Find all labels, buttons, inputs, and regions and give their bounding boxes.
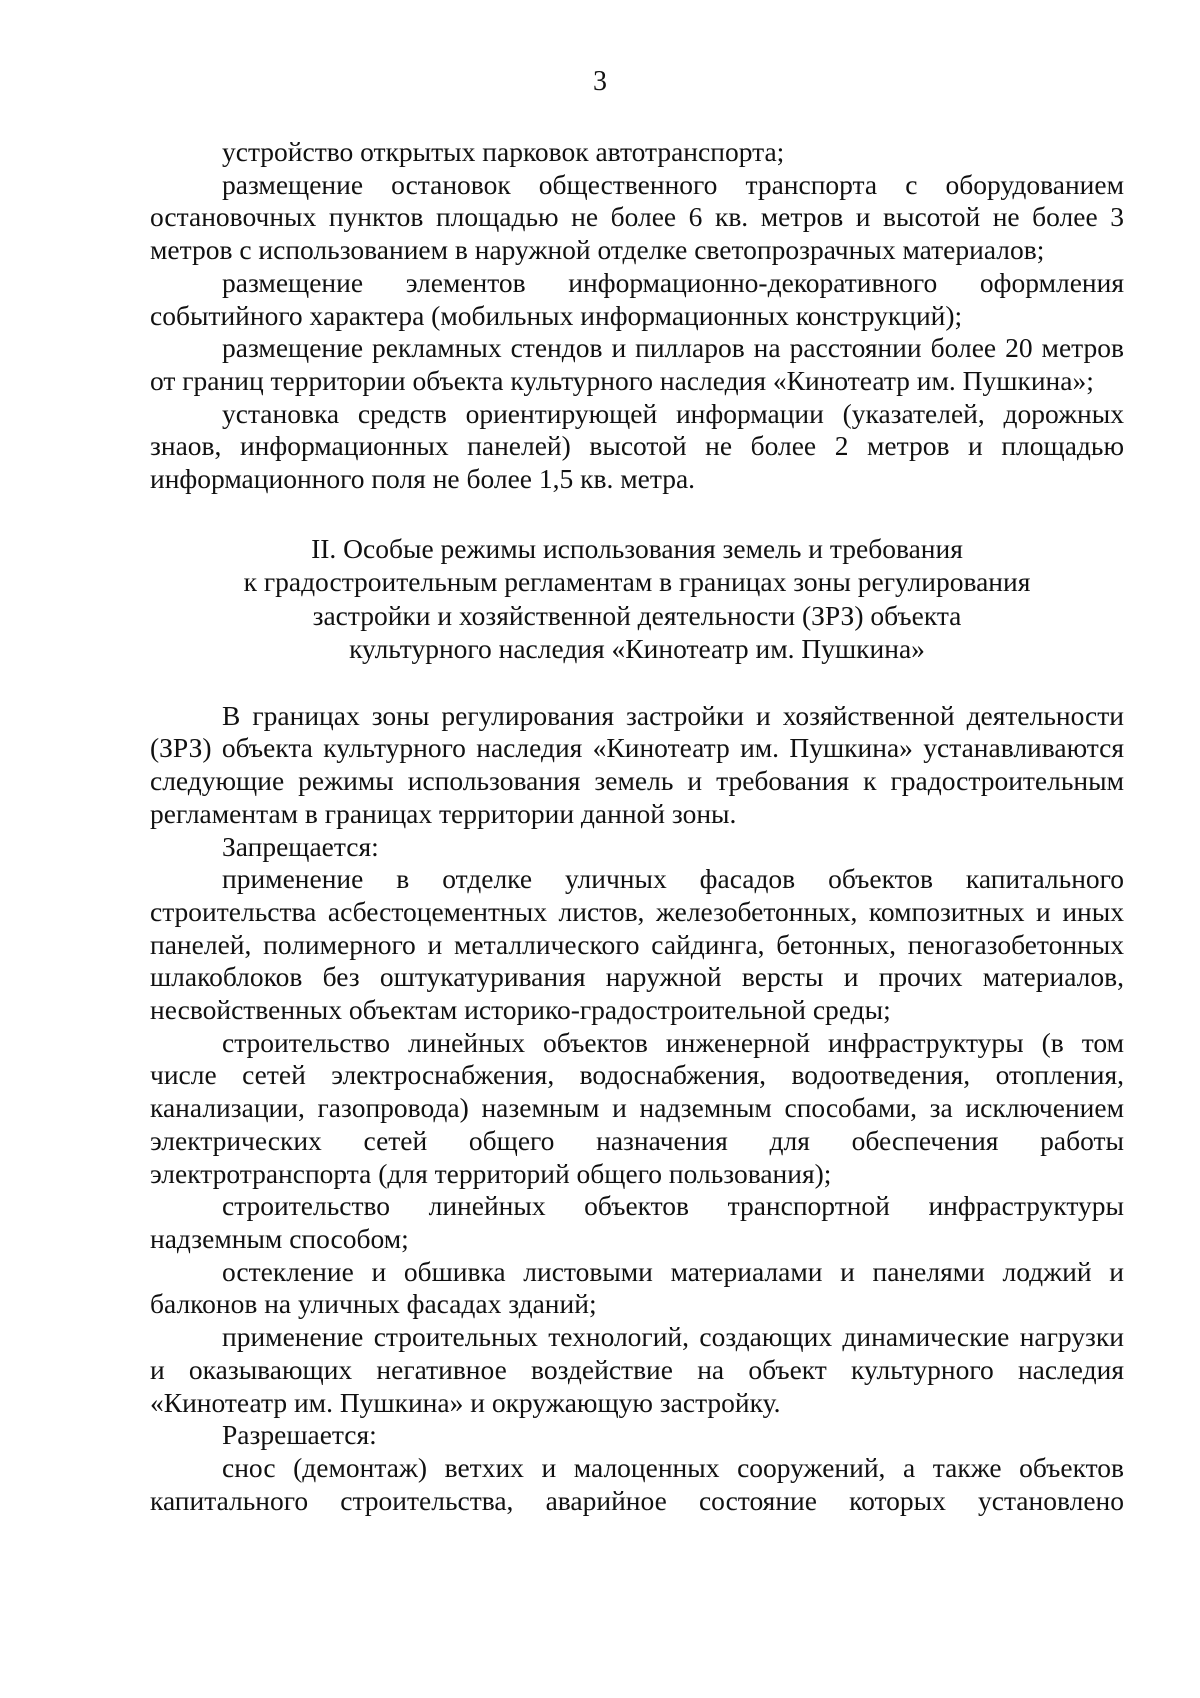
paragraph-zone-intro: В границах зоны регулирования застройки и хозяйственной деятельности (ЗРЗ) объекта культурного наследия «Кинотеатр им. Пушкина» устанавливаются следующие режимы использования земель и требования к градостроительным регламентам в границах территории данной зоны. xyxy=(150,699,1124,829)
paragraph-allowed-label: Разрешается: xyxy=(222,1419,377,1451)
section-heading-line-4: культурного наследия «Кинотеатр им. Пушкина» xyxy=(349,633,925,665)
paragraph-prohibited-label: Запрещается: xyxy=(222,830,379,862)
section-heading-line-3: застройки и хозяйственной деятельности (ЗРЗ) объекта xyxy=(312,599,962,631)
document-body xyxy=(150,136,1124,1517)
paragraph-glazing-balconies: остекление и обшивка листовыми материалами и панелями лоджий и балконов на уличных фасадах зданий; xyxy=(150,1255,1124,1320)
paragraph-demolition: снос (демонтаж) ветхих и малоценных сооружений, а также объектов капитального строительства, аварийное состояние которых установлено xyxy=(150,1451,1124,1516)
paragraph-transport-infrastructure: строительство линейных объектов транспортной инфраструктуры надземным способом; xyxy=(150,1190,1124,1254)
paragraph-engineering-infrastructure: строительство линейных объектов инженерной инфраструктуры (в том числе сетей электроснабжения, водоснабжения, водоотведения, отопления, канализации, газопровода) наземным и надземным способами, за исключением электрических сетей общего назначения для обеспечения работы электротранспорта (для территорий общего пользования); xyxy=(150,1026,1124,1189)
section-heading-line-1: II. Особые режимы использования земель и требования xyxy=(311,532,963,564)
paragraph-transport-stops: размещение остановок общественного транспорта с оборудованием остановочных пунктов площадью не более 6 кв. метров и высотой не более 3 метров с использованием в наружной отделке светопрозрачных материалов; xyxy=(150,168,1124,266)
paragraph-advertising-stands: размещение рекламных стендов и пилларов на расстоянии более 20 метров от границ территории объекта культурного наследия «Кинотеатр им. Пушкина»; xyxy=(150,332,1124,396)
paragraph-decorative-elements: размещение элементов информационно-декоративного оформления событийного характера (мобильных информационных конструкций); xyxy=(150,266,1124,331)
paragraph-parking: устройство открытых парковок автотранспорта; xyxy=(222,136,785,167)
paragraph-orientation-info: установка средств ориентирующей информации (указателей, дорожных знаов, информационных панелей) высотой не более 2 метров и площадью информационного поля не более 1,5 кв. метра. xyxy=(150,397,1124,495)
paragraph-facade-materials: применение в отделке уличных фасадов объектов капитального строительства асбестоцементных листов, железобетонных, композитных и иных панелей, полимерного и металлического сайдинга, бетонных, пеногазобетонных шлакоблоков без оштукатуривания наружной версты и прочих материалов, несвойственных объектам историко-градостроительной среды; xyxy=(150,863,1124,1026)
paragraph-construction-technologies: применение строительных технологий, создающих динамические нагрузки и оказывающих негативное воздействие на объект культурного наследия «Кинотеатр им. Пушкина» и окружающую застройку. xyxy=(150,1321,1124,1418)
section-heading xyxy=(150,532,1124,666)
page-number: 3 xyxy=(593,66,607,97)
section-heading-line-2: к градостроительным регламентам в границах зоны регулирования xyxy=(243,566,1031,598)
